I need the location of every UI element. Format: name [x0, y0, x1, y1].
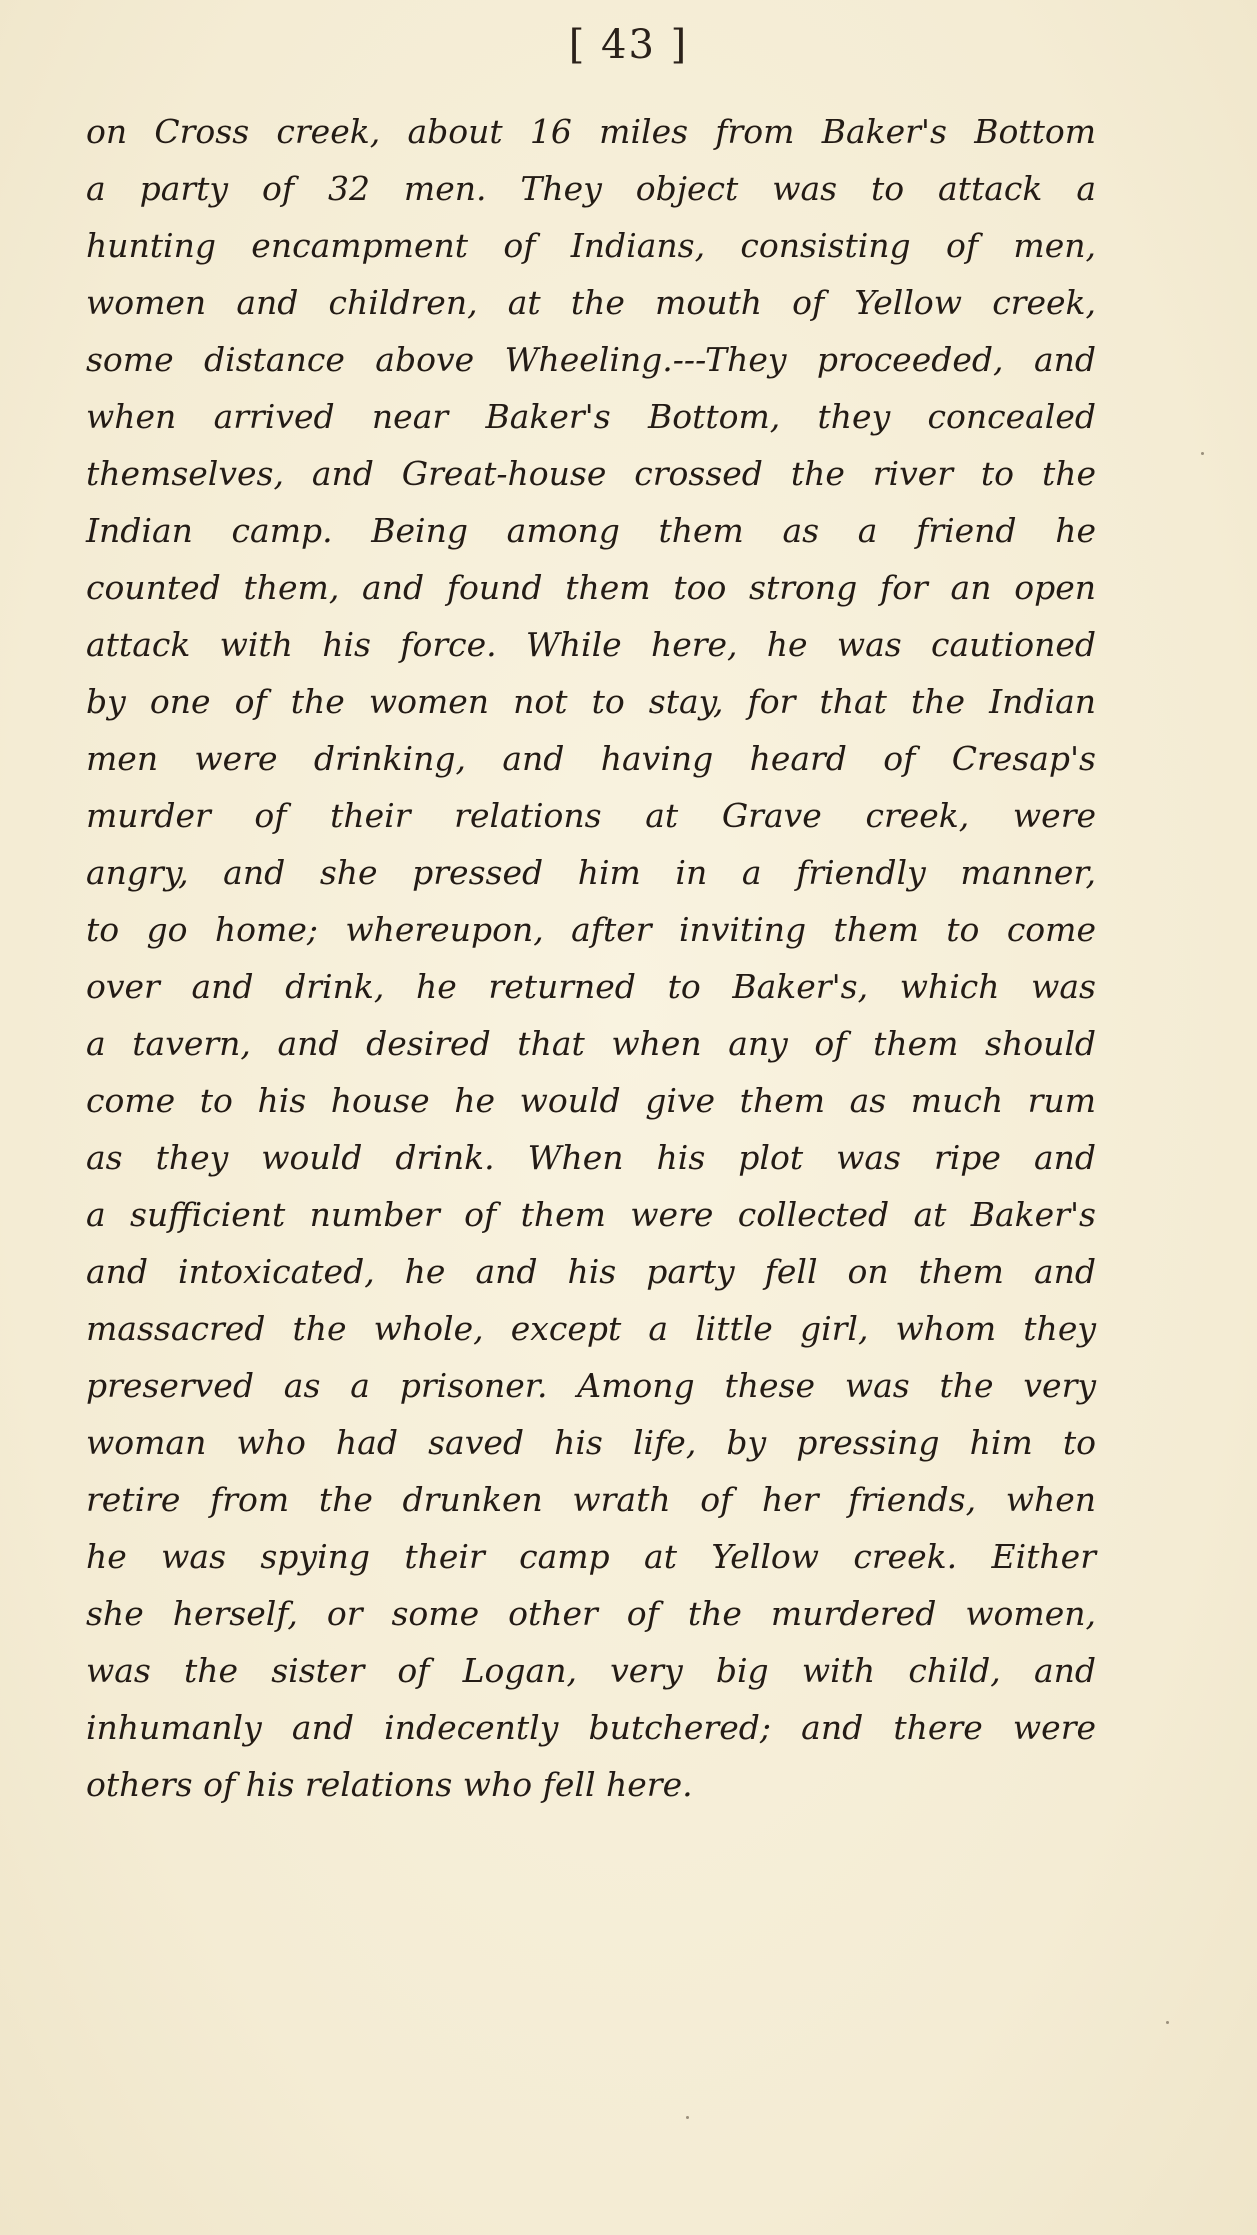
text-line: counted them, and found them too strong for an open [86, 568, 1096, 607]
page-number: [ 43 ] [568, 22, 689, 68]
text-line: a sufficient number of them were collected at Baker's [86, 1195, 1096, 1234]
paper-speck [1166, 2021, 1169, 2024]
text-line: women and children, at the mouth of Yellow creek, [86, 283, 1096, 322]
paper-speck [1201, 452, 1204, 455]
text-line: angry, and she pressed him in a friendly manner, [86, 853, 1096, 892]
text-line: he was spying their camp at Yellow creek. Either [86, 1537, 1096, 1576]
text-line: themselves, and Great-house crossed the river to the [86, 454, 1096, 493]
text-line: men were drinking, and having heard of Cresap's [86, 739, 1096, 778]
text-line: was the sister of Logan, very big with child, and [86, 1651, 1096, 1690]
text-line: preserved as a prisoner. Among these was the very [86, 1366, 1096, 1405]
text-line: a party of 32 men. They object was to attack a [86, 169, 1096, 208]
text-line: over and drink, he returned to Baker's, which was [86, 967, 1096, 1006]
text-line: murder of their relations at Grave creek, were [86, 796, 1096, 835]
body-text [86, 103, 1096, 1813]
text-line: as they would drink. When his plot was ripe and [86, 1138, 1096, 1177]
text-line: come to his house he would give them as much rum [86, 1081, 1096, 1120]
text-line: woman who had saved his life, by pressing him to [86, 1423, 1096, 1462]
text-line: attack with his force. While here, he was cautioned [86, 625, 1096, 664]
paper-speck [686, 2116, 689, 2119]
text-line: retire from the drunken wrath of her friends, when [86, 1480, 1096, 1519]
text-line: on Cross creek, about 16 miles from Baker's Bottom [86, 112, 1096, 151]
text-line: and intoxicated, he and his party fell on them and [86, 1252, 1096, 1291]
text-line: Indian camp. Being among them as a friend he [86, 511, 1096, 550]
text-line: a tavern, and desired that when any of them should [86, 1024, 1096, 1063]
text-line: to go home; whereupon, after inviting them to come [86, 910, 1096, 949]
text-line: hunting encampment of Indians, consisting of men, [86, 226, 1096, 265]
text-line: massacred the whole, except a little girl, whom they [86, 1309, 1096, 1348]
text-line: some distance above Wheeling.---They proceeded, and [86, 340, 1096, 379]
text-line: by one of the women not to stay, for that the Indian [86, 682, 1096, 721]
text-line: others of his relations who fell here. [86, 1765, 693, 1804]
text-line: when arrived near Baker's Bottom, they concealed [86, 397, 1096, 436]
text-line: inhumanly and indecently butchered; and there were [86, 1708, 1096, 1747]
text-line: she herself, or some other of the murdered women, [86, 1594, 1096, 1633]
